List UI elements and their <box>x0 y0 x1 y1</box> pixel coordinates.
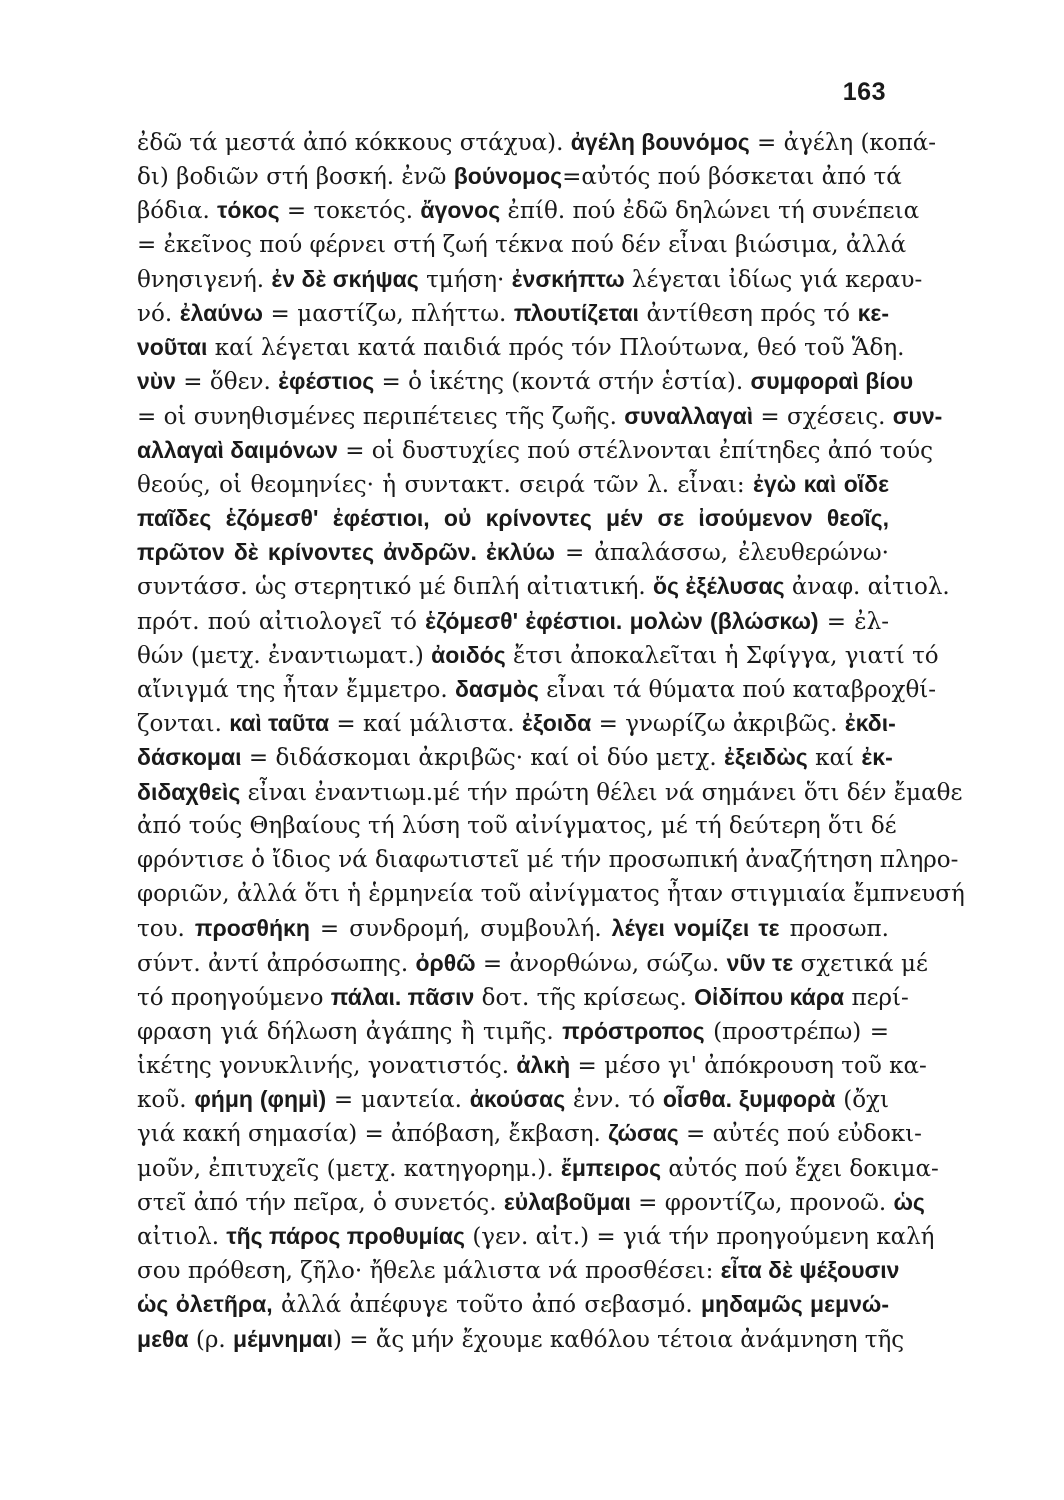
text-segment: = ὅθεν. <box>175 369 279 396</box>
text-line <box>137 1322 905 1356</box>
text-line <box>137 946 928 980</box>
text-line <box>137 604 889 638</box>
bold-lemma: ἐλαύνω <box>179 299 263 326</box>
text-segment: ) = ἄς μήν ἔχουμε καθόλου τέτοια ἀνάμνηση τῆς <box>332 1326 905 1353</box>
text-segment: θών (μετχ. ἐναντιωματ.) <box>137 642 432 669</box>
bold-lemma: ὡς <box>893 1188 925 1215</box>
bold-lemma: ἀγέλη βουνόμος <box>570 129 750 155</box>
text-segment: αἰτιολ. <box>137 1224 227 1250</box>
text-segment: = ἀγέλη (κοπά- <box>749 130 937 156</box>
bold-lemma: ἐκ- <box>861 744 893 771</box>
text-segment: (γεν. αἰτ.) = γιά τήν προηγούμενη καλή <box>465 1224 935 1250</box>
text-segment: φρόντισε ὁ ἴδιος νά διαφωτιστεῖ μέ τήν προσωπική ἀναζήτηση πληρο- <box>137 846 959 873</box>
text-segment: = τοκετός. <box>279 198 421 225</box>
text-line <box>137 980 909 1014</box>
bold-lemma: προσθήκη <box>194 915 310 942</box>
text-segment: = ἀνορθώνω, σώζω. <box>475 950 727 977</box>
text-line <box>137 843 959 877</box>
text-segment: = αὐτές πού εὐδοκι- <box>678 1121 922 1148</box>
text-segment: γιά κακή σημασία) = ἀπόβαση, ἔκβαση. <box>137 1121 609 1148</box>
bold-lemma: συν- <box>892 402 943 429</box>
text-segment: κοῦ. <box>137 1087 195 1114</box>
bold-lemma: εὐλαβοῦμαι <box>503 1188 631 1215</box>
text-segment: = ὁ ἱκέτης (κοντά στήν ἑστία). <box>374 369 751 396</box>
text-segment: ἐνν. τό <box>565 1087 663 1114</box>
text-line <box>137 638 939 672</box>
text-line <box>137 1151 939 1185</box>
text-segment: μοῦν, ἐπιτυχεῖς (μετχ. κατηγορημ.). <box>137 1155 561 1182</box>
bold-lemma: λέγει νομίζει τε <box>611 915 780 942</box>
bold-lemma: πρῶτον δὲ κρίνοντες ἀνδρῶν. ἐκλύω <box>137 539 555 566</box>
text-segment: φραση γιά δήλωση ἀγάπης ἢ τιμῆς. <box>137 1018 563 1045</box>
bold-lemma: ἀοιδός <box>431 641 506 668</box>
text-segment: καί λέγεται κατά παιδιά πρός τόν Πλούτωνα, θεό τοῦ Ἅδη. <box>207 335 905 362</box>
text-segment: =αὐτός πού βόσκεται ἀπό τά <box>562 164 902 191</box>
text-segment: ἐπίθ. πού ἐδῶ δηλώνει τή συνέπεια <box>500 198 920 225</box>
commentary-text <box>137 125 965 1356</box>
text-segment: εἶναι τά θύματα πού καταβροχθί- <box>538 677 937 703</box>
text-line <box>137 399 943 433</box>
bold-lemma: ὅς ἐξέλυσας <box>652 573 785 600</box>
bold-lemma: ἀλκὴ <box>516 1052 571 1079</box>
text-segment: ἀπό τούς Θηβαίους τή λύση τοῦ αἰνίγματος, μέ τή δεύτερη ὅτι δέ <box>137 812 897 839</box>
bold-lemma: ἐφέστιος <box>278 368 375 395</box>
text-segment: σχετικά μέ <box>793 950 928 977</box>
text-segment: αἴνιγμά της ἦταν ἔμμετρο. <box>137 677 455 703</box>
bold-lemma: μεθα <box>137 1325 189 1352</box>
text-segment: ἱκέτης γονυκλινής, γονατιστός. <box>137 1053 517 1080</box>
text-segment: φοριῶν, ἀλλά ὅτι ἡ ἑρμηνεία τοῦ αἰνίγματος ἦταν στιγμιαία ἔμπνευσή <box>137 881 965 908</box>
text-line <box>137 193 920 227</box>
bold-lemma: παῖδες ἑζόμεσθ' ἐφέστιοι, οὐ κρίνοντες μέν σε ἰσούμενον θεοῖς, <box>137 505 889 532</box>
text-line <box>137 125 937 159</box>
text-line <box>137 1048 927 1082</box>
bold-lemma: τόκος <box>217 197 280 224</box>
bold-lemma: ἐνσκήπτω <box>511 265 625 292</box>
bold-lemma: νὺν <box>137 368 176 395</box>
text-line <box>137 569 950 603</box>
text-segment: τμήση· <box>418 266 512 293</box>
text-segment: δι) βοδιῶν στή βοσκή. ἐνῶ <box>137 164 454 191</box>
text-line <box>137 1014 889 1048</box>
text-line <box>137 159 902 193</box>
text-line <box>137 877 965 911</box>
text-line <box>137 1219 935 1253</box>
text-segment: σου πρόθεση, ζῆλο· ἤθελε μάλιστα νά προσθέσει: <box>137 1258 721 1285</box>
page-number: 163 <box>842 78 886 106</box>
bold-lemma: συμφοραὶ βίου <box>750 368 914 395</box>
text-segment: ἔτσι ἀποκαλεῖται ἡ Σφίγγα, γιατί τό <box>505 642 939 669</box>
bold-lemma: τῆς πάρος προθυμίας <box>226 1223 466 1249</box>
text-line <box>137 775 963 809</box>
text-segment: ἀντίθεση πρός τό <box>638 300 858 327</box>
text-line <box>137 364 914 398</box>
bold-lemma: μέμνημαι <box>233 1325 333 1352</box>
text-segment: = γνωρίζω ἀκριβῶς. <box>591 711 845 738</box>
text-segment: καί <box>807 745 862 772</box>
bold-lemma: ζώσας <box>608 1120 679 1147</box>
text-segment: τό προηγούμενο <box>137 984 331 1011</box>
text-segment: = οἱ συνηθισμένες περιπέτειες τῆς ζωῆς. <box>137 403 625 430</box>
text-segment: = φροντίζω, προνοῶ. <box>630 1189 894 1216</box>
text-line <box>137 330 905 364</box>
bold-lemma: ἀκούσας <box>469 1086 566 1113</box>
text-segment: (ὄχι <box>835 1087 890 1114</box>
text-segment: λέγεται ἰδίως γιά κεραυ- <box>624 266 923 293</box>
text-segment: = ἐκεῖνος πού φέρνει στή ζωή τέκνα πού δέν εἶναι βιώσιμα, ἀλλά <box>137 231 907 258</box>
text-segment: = ἐλ- <box>818 608 889 635</box>
bold-lemma: οἶσθα. ξυμφορὰ <box>662 1086 836 1113</box>
text-line <box>137 1116 922 1150</box>
text-segment: συντάσσ. ὡς στερητικό μέ διπλή αἰτιατική. <box>137 574 653 601</box>
bold-lemma: ἐν δὲ σκήψας <box>271 265 419 292</box>
bold-lemma: δάσκομαι <box>137 744 242 771</box>
bold-lemma: ἐξοιδα <box>521 710 592 737</box>
text-segment: ζονται. <box>137 711 230 738</box>
text-segment: ἀλλά ἀπέφυγε τοῦτο ἀπό σεβασμό. <box>272 1292 701 1319</box>
text-segment: στεῖ ἀπό τήν πεῖρα, ὁ συνετός. <box>137 1189 504 1216</box>
text-segment: πρότ. πού αἰτιολογεῖ τό <box>137 608 426 635</box>
bold-lemma: κε- <box>857 299 889 326</box>
text-segment: = μαντεία. <box>326 1087 470 1114</box>
text-segment: δοτ. τῆς κρίσεως. <box>474 984 695 1011</box>
text-segment: = συνδρομή, συμβουλή. <box>309 916 612 943</box>
bold-lemma: αλλαγαὶ δαιμόνων <box>137 436 338 463</box>
bold-lemma: ἔμπειρος <box>560 1154 662 1181</box>
text-line <box>137 1082 889 1116</box>
bold-lemma: μηδαμῶς μεμνώ- <box>700 1291 889 1318</box>
text-segment: του. <box>137 916 195 943</box>
text-segment: = καί μάλιστα. <box>329 711 522 738</box>
text-line <box>137 228 907 262</box>
text-segment: = διδάσκομαι ἀκριβῶς· καί οἱ δύο μετχ. <box>241 745 724 772</box>
bold-lemma: νοῦται <box>137 334 208 361</box>
text-line <box>137 262 923 296</box>
text-line <box>137 535 889 569</box>
text-segment: = μαστίζω, πλήττω. <box>262 300 514 327</box>
text-segment: αὐτός πού ἔχει δοκιμα- <box>661 1155 939 1182</box>
bold-lemma: ἄγονος <box>420 197 501 224</box>
bold-lemma: ἐξειδὼς <box>723 744 808 771</box>
bold-lemma: πλουτίζεται <box>513 299 639 326</box>
text-line <box>137 809 897 843</box>
text-segment: = σχέσεις. <box>753 403 893 430</box>
bold-lemma: νῦν τε <box>726 949 794 976</box>
bold-lemma: εἶτα δὲ ψέξουσιν <box>720 1257 900 1284</box>
text-segment: = ἀπαλάσσω, ἐλευθερώνω· <box>554 540 889 567</box>
text-segment: νό. <box>137 300 180 327</box>
bold-lemma: ἑζόμεσθ' ἐφέστιοι. μολὼν (βλώσκω) <box>425 607 819 634</box>
bold-lemma: Οἰδίπου κάρα <box>694 983 845 1010</box>
bold-lemma: πρόστροπος <box>562 1017 705 1044</box>
bold-lemma: φήμη (φημὶ) <box>194 1086 327 1113</box>
text-line <box>137 467 889 501</box>
bold-lemma: διδαχθεὶς <box>137 778 241 805</box>
bold-lemma: καὶ ταῦτα <box>229 710 330 737</box>
text-line <box>137 296 889 330</box>
text-segment: περί- <box>844 984 909 1011</box>
bold-lemma: πάλαι. πᾶσιν <box>330 983 475 1010</box>
bold-lemma: δασμὸς <box>454 676 539 702</box>
text-segment: ἀναφ. αἰτιολ. <box>784 574 950 601</box>
text-segment: εἶναι ἐναντιωμ.μέ τήν πρώτη θέλει νά σημάνει ὅτι δέν ἔμαθε <box>240 779 963 806</box>
text-segment: βόδια. <box>137 198 218 225</box>
text-segment: = μέσο γι' ἀπόκρουση τοῦ κα- <box>570 1053 927 1080</box>
text-line <box>137 1287 889 1321</box>
text-line <box>137 911 889 945</box>
text-segment: θεούς, οἱ θεομηνίες· ἡ συντακτ. σειρά τῶν λ. εἶναι: <box>137 471 754 498</box>
bold-lemma: ὡς ὀλετῆρα, <box>137 1291 273 1318</box>
bold-lemma: βούνομος <box>453 163 563 190</box>
text-segment: προσωπ. <box>779 916 889 943</box>
text-line <box>137 1253 900 1287</box>
text-line <box>137 433 934 467</box>
text-segment: = οἱ δυστυχίες πού στέλνονται ἐπίτηδες ἀπό τούς <box>337 437 934 464</box>
text-segment: ἐδῶ τά μεστά ἀπό κόκκους στάχυα). <box>137 130 571 156</box>
text-line <box>137 740 893 774</box>
text-segment: σύντ. ἀντί ἀπρόσωπης. <box>137 950 416 977</box>
bold-lemma: συναλλαγαὶ <box>624 402 754 429</box>
text-line <box>137 1185 925 1219</box>
text-line <box>137 706 896 740</box>
text-line <box>137 501 889 535</box>
text-segment: θνησιγενή. <box>137 266 272 293</box>
bold-lemma: ὀρθῶ <box>415 949 476 976</box>
text-segment: (προστρέπω) = <box>704 1018 889 1045</box>
text-segment: (ρ. <box>188 1326 233 1353</box>
bold-lemma: ἐγὼ καὶ οἵδε <box>753 470 889 497</box>
bold-lemma: ἐκδι- <box>844 710 896 737</box>
text-line <box>137 672 937 706</box>
